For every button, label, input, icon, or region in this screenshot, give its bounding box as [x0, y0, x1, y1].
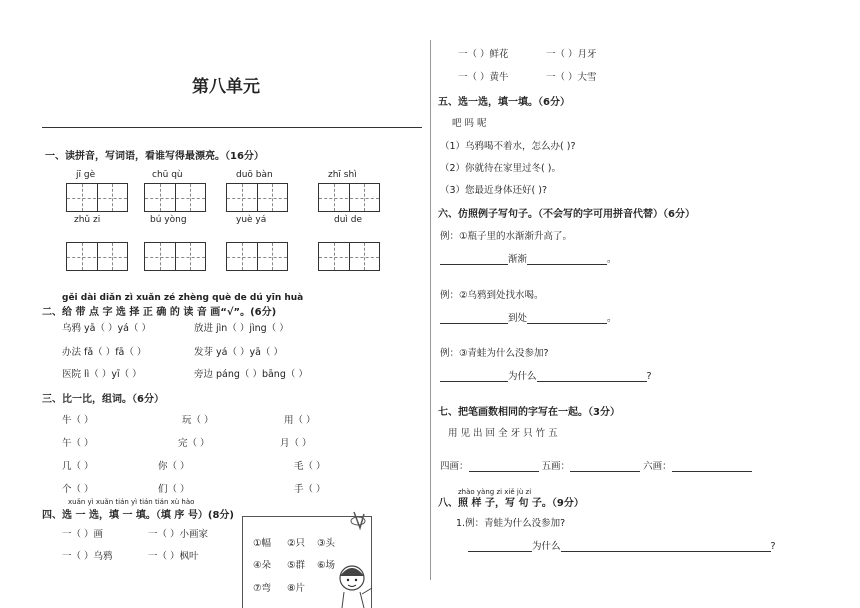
section-5-heading: 五、选一选，填一填。（6分）	[438, 97, 570, 108]
s8-answer[interactable]: 为什么 ?	[468, 538, 776, 552]
s3-item[interactable]: 毛（ ）	[294, 461, 326, 472]
s6-answer-1[interactable]: 渐渐 。	[440, 251, 617, 265]
pinyin-8: duì de	[334, 215, 363, 225]
section-3-heading: 三、比一比，组词。（6分）	[42, 394, 164, 405]
r-item[interactable]: 一（ ）黄牛	[458, 72, 509, 83]
section-2-pinyin: gěi dài diǎn zì xuǎn zé zhèng què de dú yīn huà	[62, 293, 304, 303]
writing-grid[interactable]	[226, 183, 288, 212]
s5-item[interactable]: （1）乌鸦喝不着水，怎么办( )?	[440, 141, 576, 152]
s2-item[interactable]: 乌鸦 yā（ ）yá（ ）	[62, 323, 151, 334]
s6-answer-3[interactable]: 为什么 ?	[440, 368, 652, 382]
s6-example-2: 例：②乌鸦到处找水喝。	[440, 290, 544, 301]
column-divider	[430, 40, 431, 580]
writing-grid[interactable]	[318, 183, 380, 212]
writing-grid[interactable]	[144, 183, 206, 212]
option: ⑦弯	[253, 583, 272, 594]
s6-example-1: 例：①瓶子里的水渐渐升高了。	[440, 231, 573, 242]
s7-chars: 用 见 出 回 全 牙 只 竹 五	[448, 428, 558, 439]
s2-item[interactable]: 发芽 yá（ ）yā（ ）	[194, 347, 283, 358]
section-7-heading: 七、把笔画数相同的字写在一起。（3分）	[438, 407, 620, 418]
section-8-pinyin: zhào yàng zi xiě jù zi	[458, 488, 532, 496]
s7-answer-line[interactable]: 四画： 五画： 六画：	[440, 458, 752, 472]
s3-item[interactable]: 几（ ）	[62, 461, 94, 472]
girl-illustration-icon	[332, 508, 382, 608]
s3-item[interactable]: 用（ ）	[284, 415, 316, 426]
s5-item[interactable]: （2）你就待在家里过冬( )。	[440, 163, 561, 174]
s3-item[interactable]: 牛（ ）	[62, 415, 94, 426]
section-4-pinyin: xuǎn yì xuǎn tián yì tián tián xù hào	[68, 498, 195, 506]
r-item[interactable]: 一（ ）鲜花	[458, 49, 509, 60]
s3-item[interactable]: 月（ ）	[280, 438, 312, 449]
s3-item[interactable]: 午（ ）	[62, 438, 94, 449]
s8-example: 1.例：青蛙为什么没参加?	[456, 518, 566, 529]
s2-item[interactable]: 放进 jìn（ ）jìng（ ）	[194, 323, 289, 334]
r-item[interactable]: 一（ ）月牙	[546, 49, 597, 60]
s6-answer-2[interactable]: 到处 。	[440, 310, 617, 324]
writing-grid[interactable]	[144, 242, 206, 271]
pinyin-3: duō bàn	[236, 170, 273, 180]
pinyin-4: zhī shì	[328, 170, 357, 180]
s4-item[interactable]: 一（ ）乌鸦	[62, 551, 113, 562]
writing-grid[interactable]	[66, 242, 128, 271]
s3-item[interactable]: 手（ ）	[294, 484, 326, 495]
option: ④朵	[253, 560, 272, 571]
writing-grid[interactable]	[226, 242, 288, 271]
s4-item[interactable]: 一（ ）小画家	[148, 529, 209, 540]
s2-item[interactable]: 办法 fǎ（ ）fā（ ）	[62, 347, 147, 358]
s3-item[interactable]: 完（ ）	[178, 438, 210, 449]
writing-grid[interactable]	[318, 242, 380, 271]
s5-item[interactable]: （3）您最近身体还好( )?	[440, 185, 548, 196]
pinyin-2: chū qù	[152, 170, 183, 180]
s3-item[interactable]: 个（ ）	[62, 484, 94, 495]
s2-item[interactable]: 医院 lì（ ）yī（ ）	[62, 369, 142, 380]
writing-grid[interactable]	[66, 183, 128, 212]
section-2-heading: 二、给 带 点 字 选 择 正 确 的 读 音 画“√”。(6分)	[42, 307, 277, 318]
s3-item[interactable]: 玩（ ）	[182, 415, 214, 426]
pinyin-7: yuè yá	[236, 215, 267, 225]
section-8-heading: 八、照 样 子，写 句 子。（9分）	[438, 498, 584, 509]
s6-example-3: 例：③青蛙为什么没参加?	[440, 348, 549, 359]
r-item[interactable]: 一（ ）大雪	[546, 72, 597, 83]
option: ③头	[317, 538, 336, 549]
option: ⑧片	[287, 583, 306, 594]
title-divider	[42, 127, 422, 128]
option: ②只	[287, 538, 306, 549]
option: ①幅	[253, 538, 272, 549]
option: ⑤群	[287, 560, 306, 571]
section-1-heading: 一、读拼音，写词语，看谁写得最漂亮。（16分）	[45, 151, 264, 162]
option: ⑥场	[317, 560, 336, 571]
s2-item[interactable]: 旁边 páng（ ）bāng（ ）	[194, 369, 308, 380]
s3-item[interactable]: 你（ ）	[158, 461, 190, 472]
pinyin-5: zhǔ zi	[74, 215, 101, 225]
s4-item[interactable]: 一（ ）枫叶	[148, 551, 199, 562]
page-title: 第八单元	[192, 77, 260, 97]
pinyin-1: jī gè	[76, 170, 96, 180]
s5-words: 吧 吗 呢	[452, 118, 487, 129]
s4-item[interactable]: 一（ ）画	[62, 529, 104, 540]
section-6-heading: 六、仿照例子写句子。（不会写的字可用拼音代替）（6分）	[438, 209, 695, 220]
s3-item[interactable]: 们（ ）	[158, 484, 190, 495]
pinyin-6: bú yòng	[150, 215, 187, 225]
section-4-heading: 四、选 一 选，填 一 填。（填 序 号）(8分)	[42, 510, 234, 521]
